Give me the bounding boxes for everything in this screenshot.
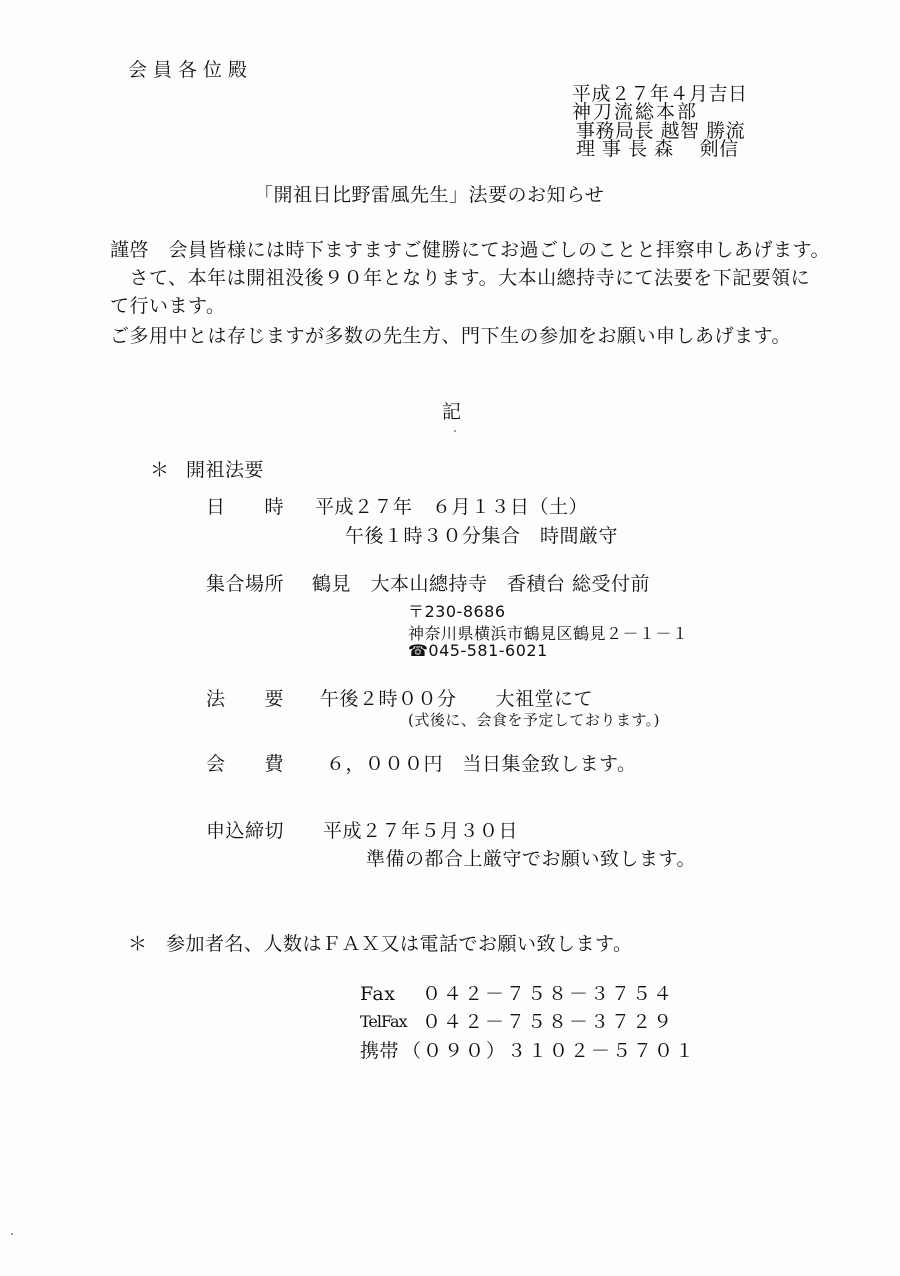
- body-line-1: 謹啓 会員皆様には時下ますますご健勝にてお過ごしのことと拝察申しあげます。: [110, 239, 830, 261]
- houyou-value: 午後２時００分 大祖堂にて: [320, 688, 594, 710]
- body-line-3: て行います。: [110, 295, 226, 317]
- page-title: 「開祖日比野雷風先生」法要のお知らせ: [254, 184, 605, 206]
- deadline-label: 申込締切: [206, 820, 285, 842]
- telfax-number: ０４２－７５８－３７２９: [422, 1011, 675, 1033]
- place-label: 集合場所: [206, 573, 285, 595]
- fax-number: ０４２－７５８－３７５４: [422, 983, 675, 1005]
- chairman: 理 事 長 森 剣信: [576, 138, 739, 160]
- telfax-label: TelFax: [360, 1012, 407, 1031]
- body-line-2: さて、本年は開祖没後９０年となります。大本山總持寺にて法要を下記要領に: [110, 267, 811, 289]
- bullet-icon: ＊: [128, 933, 148, 955]
- scan-speck: [11, 1233, 13, 1235]
- fee-label: 会 費: [206, 753, 285, 775]
- secretary-general: 事務局長 越智 勝流: [576, 120, 746, 142]
- section-heading: 開祖法要: [186, 459, 265, 481]
- date-label: 日 時: [206, 496, 285, 518]
- body-line-4: ご多用中とは存じますが多数の先生方、門下生の参加をお願い申しあげます。: [110, 325, 791, 347]
- organization: 神刀流総本部: [572, 101, 699, 123]
- houyou-label: 法 要: [206, 688, 285, 710]
- mobile-label: 携帯: [360, 1040, 400, 1062]
- deadline-value: 平成２７年５月３０日: [323, 820, 519, 842]
- houyou-note: (式後に、会食を予定しております。): [408, 711, 661, 729]
- phone-number: ☎045-581-6021: [408, 641, 548, 660]
- fax-label: Fax: [360, 983, 396, 1005]
- bullet-icon: ＊: [150, 459, 170, 481]
- mobile-number: （０９０）３１０２－５７０１: [402, 1040, 697, 1062]
- addressee: 会員各位殿: [128, 59, 254, 81]
- fee-value: ６，０００円 当日集金致します。: [326, 753, 637, 775]
- place-value: 鶴見 大本山總持寺 香積台 総受付前: [312, 573, 651, 595]
- address: 神奈川県横浜市鶴見区鶴見２－１－１: [408, 624, 689, 643]
- time-value: 午後１時３０分集合 時間厳守: [345, 525, 619, 547]
- contact-instruction: 参加者名、人数はＦＡＸ又は電話でお願い致します。: [166, 933, 633, 955]
- scan-speck: [454, 430, 456, 432]
- postal-code: 〒230-8686: [408, 602, 506, 621]
- ki-heading: 記: [442, 401, 462, 423]
- date-value: 平成２７年 ６月１３日（土）: [315, 496, 589, 518]
- deadline-note: 準備の都合上厳守でお願い致します。: [366, 848, 696, 870]
- issue-date: 平成２７年４月吉日: [572, 83, 748, 105]
